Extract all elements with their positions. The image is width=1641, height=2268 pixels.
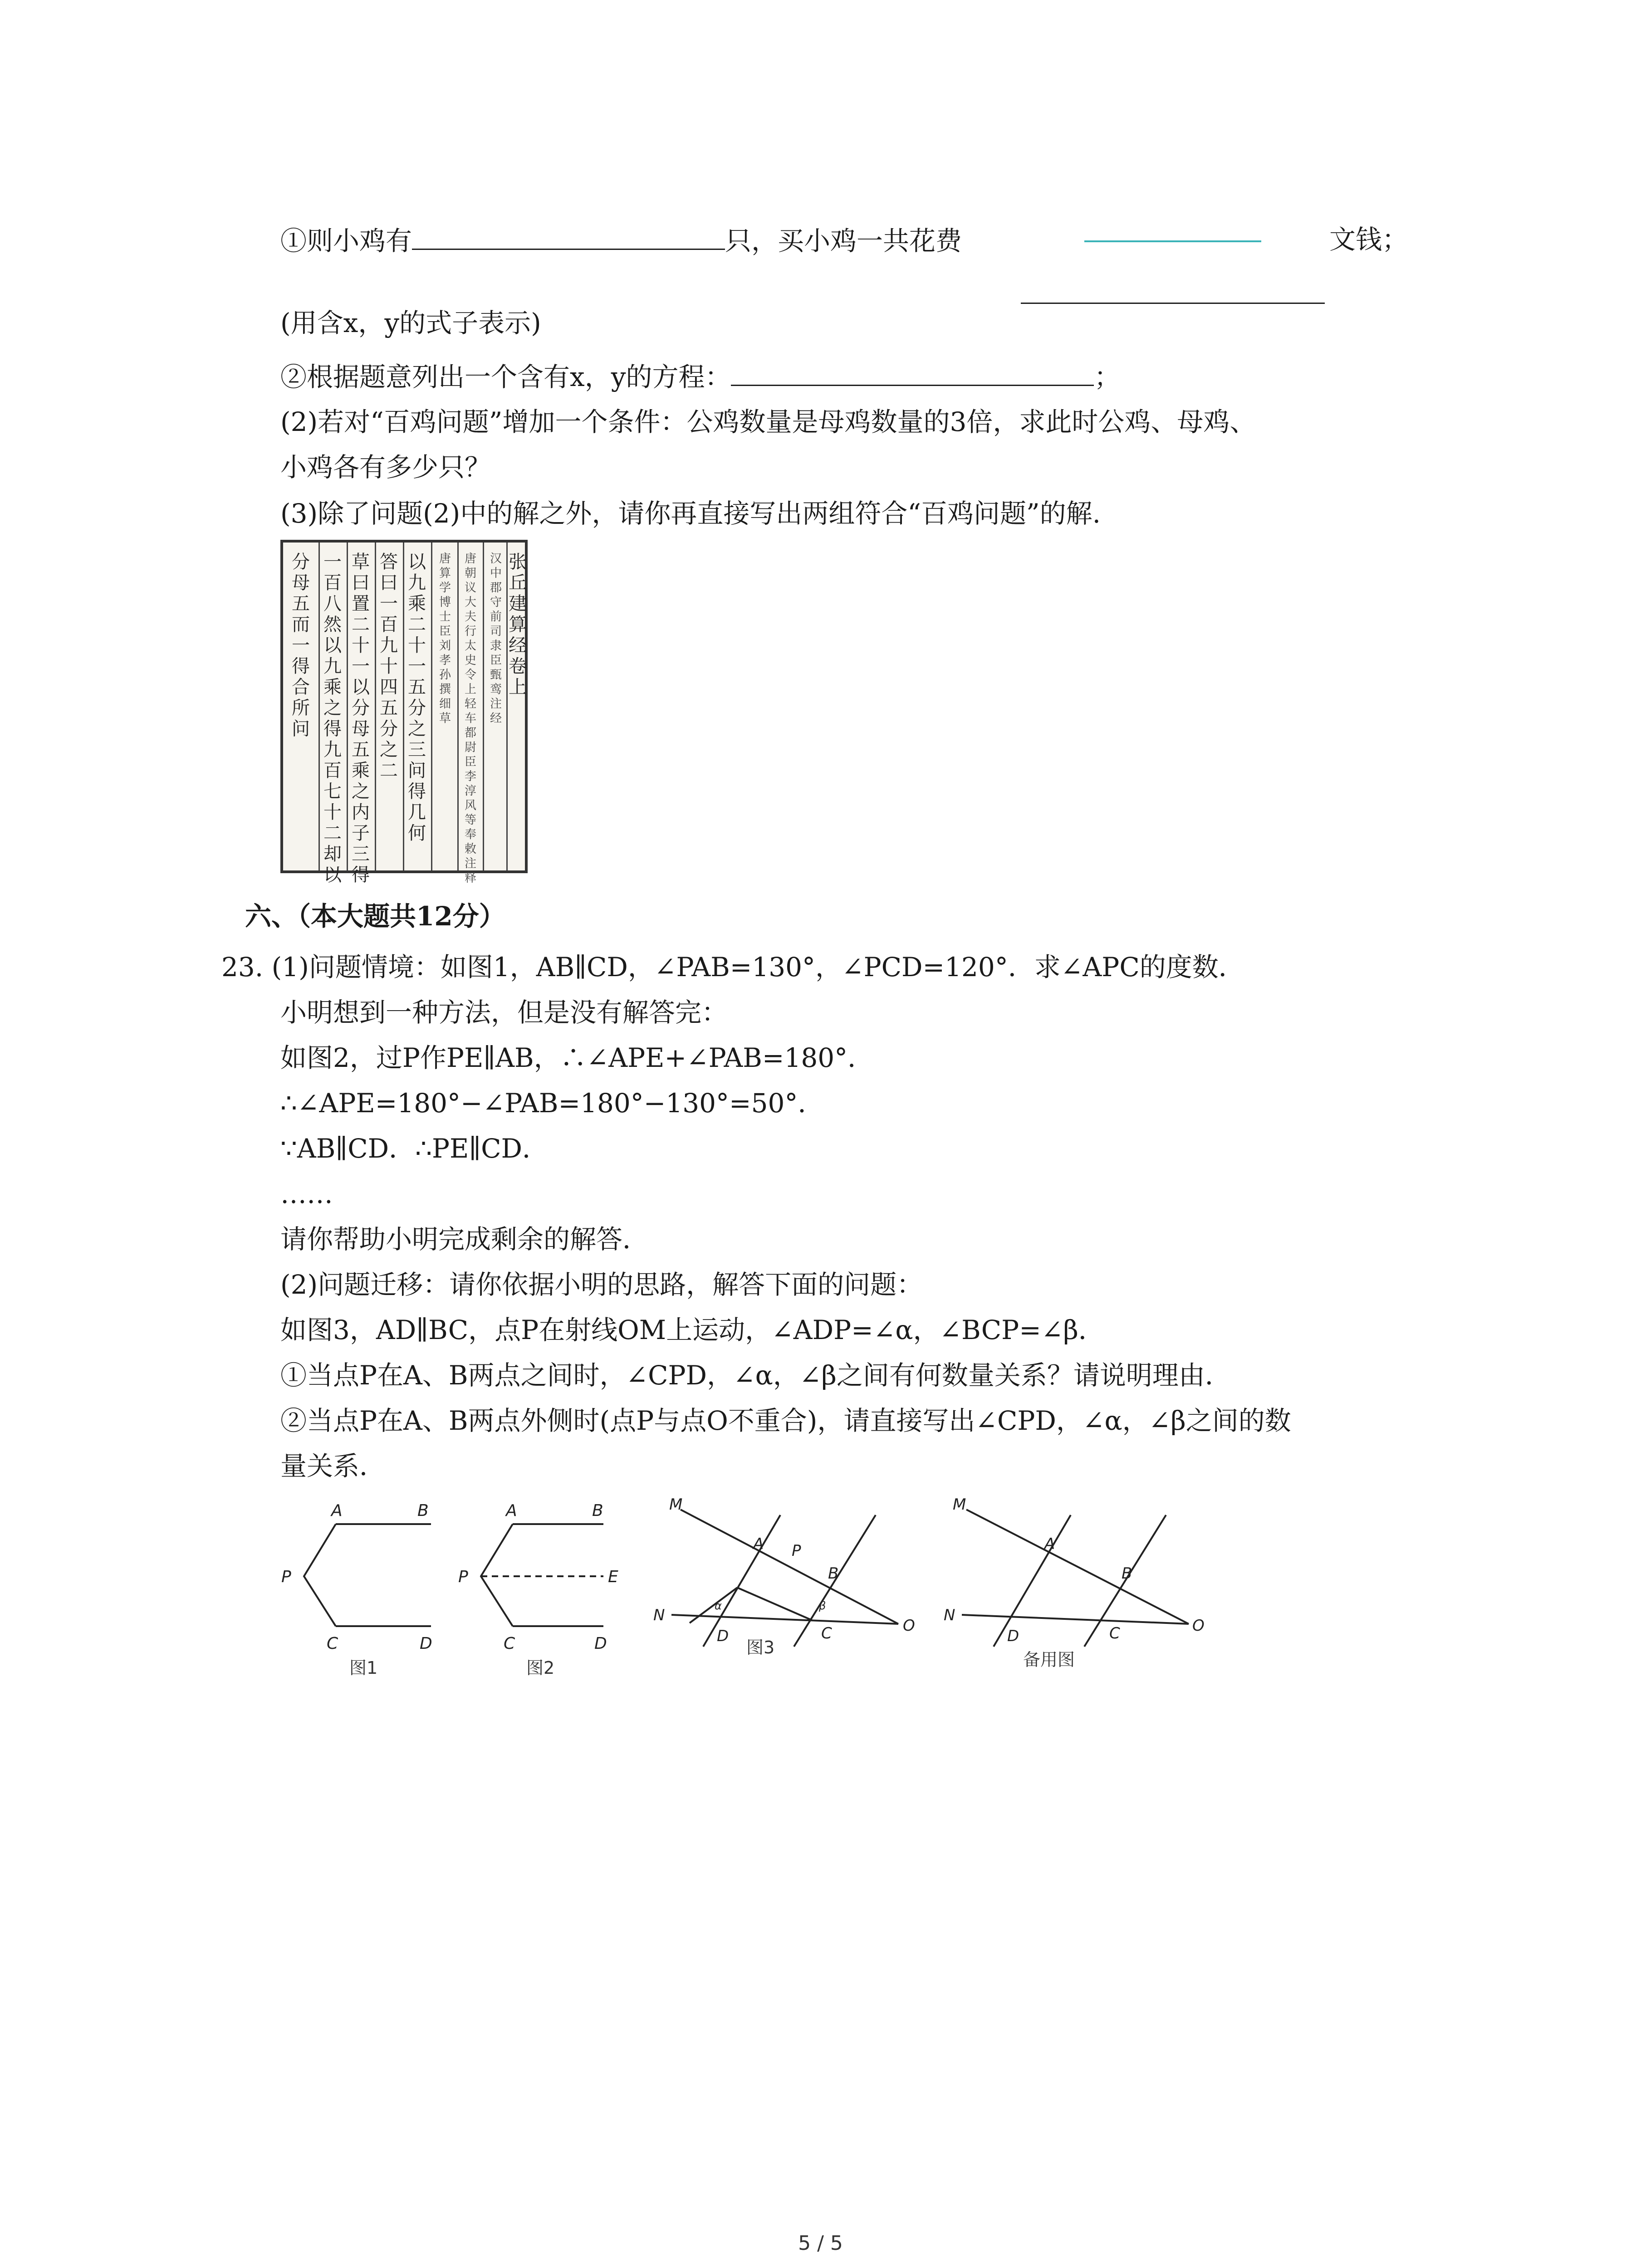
- scan-column-5: 以九乘二十一五分之三问得几何: [408, 552, 426, 844]
- figure-backup: [926, 1497, 1207, 1698]
- fig3-label-N: N: [653, 1606, 665, 1624]
- fig3-label-P: P: [792, 1542, 801, 1560]
- fig2-label-E: E: [608, 1568, 618, 1586]
- ancient-text-scan-image: [280, 540, 528, 885]
- fig1-label-C: C: [327, 1634, 338, 1653]
- q23-line-7: 请你帮助小明完成剩余的解答．: [280, 1224, 649, 1255]
- q22-part2: (2)若对“百鸡问题”增加一个条件：公鸡数量是母鸡数量的3倍，求此时公鸡、母鸡、: [280, 406, 1256, 437]
- fig1-label-B: B: [417, 1501, 429, 1520]
- figure-1-diagram: [272, 1497, 463, 1687]
- q22-text-small-chickens: ①则小鸡有: [280, 225, 412, 256]
- fig1-caption: 图1: [349, 1658, 378, 1678]
- q22-coin-unit: 文钱；: [1329, 224, 1409, 255]
- figure-2: [449, 1497, 640, 1689]
- fig2-caption: 图2: [526, 1658, 555, 1678]
- figure-backup-diagram: [926, 1497, 1207, 1696]
- fig4-label-C: C: [1109, 1624, 1120, 1642]
- answer-blank-cost-teal[interactable]: [1084, 213, 1261, 242]
- answer-blank-equation[interactable]: [731, 357, 1094, 386]
- fig1-label-P: P: [281, 1568, 291, 1586]
- q23-line-8: (2)问题迁移：请你依据小明的思路，解答下面的问题：: [280, 1269, 923, 1300]
- fig2-label-C: C: [504, 1634, 515, 1653]
- q22-text-total-cost: 只，买小鸡一共花费: [725, 225, 962, 256]
- figure-1: [272, 1497, 463, 1689]
- answer-blank-cost[interactable]: [1021, 275, 1325, 304]
- q23-line-2: 小明想到一种方法，但是没有解答完：: [280, 997, 728, 1028]
- q23-line-1: 23. (1)问题情境：如图1，AB∥CD，∠PAB=130°，∠PCD=120°．求∠APC的度数．: [221, 952, 1245, 982]
- page-number: 5 / 5: [798, 2232, 843, 2255]
- q23-line-11: ②当点P在A、B两点外侧时(点P与点O不重合)，请直接写出∠CPD，∠α，∠β之间的数: [280, 1405, 1291, 1436]
- fig3-caption: 图3: [746, 1637, 775, 1657]
- q23-line-4: ∴∠APE=180°−∠PAB=180°−130°=50°．: [280, 1088, 824, 1119]
- scan-column-1: 分母五而一得合所问: [292, 552, 310, 739]
- q23-line-10: ①当点P在A、B两点之间时，∠CPD，∠α，∠β之间有何数量关系？请说明理由．: [280, 1360, 1231, 1391]
- fig2-label-A: A: [506, 1501, 517, 1520]
- fig3-label-A: A: [753, 1535, 764, 1553]
- figure-3-diagram: [644, 1497, 926, 1687]
- q22-line-3: [280, 357, 1121, 395]
- scan-column-4: 答曰一百九十四五分之二: [380, 552, 398, 781]
- fig4-label-M: M: [953, 1497, 966, 1514]
- q22-part2-cont: 小鸡各有多少只？: [280, 452, 491, 483]
- fig3-label-O: O: [903, 1617, 915, 1635]
- fig3-label-beta: β: [819, 1599, 826, 1612]
- scan-column-9: 张丘建算经卷上: [509, 552, 527, 698]
- scan-column-2: 一百八然以九乘之得九百七十二却以: [323, 552, 342, 885]
- fig4-label-D: D: [1007, 1627, 1019, 1645]
- fig3-label-M: M: [669, 1497, 683, 1514]
- fig1-label-D: D: [420, 1634, 432, 1653]
- q23-line-6: ……: [280, 1178, 333, 1209]
- q23-line-12: 量关系．: [280, 1451, 386, 1481]
- scan-column-8: 汉中郡守前司隶臣甄鸾注经: [490, 552, 502, 725]
- q22-semicolon: ；: [1094, 362, 1121, 392]
- q23-line-5: ∵AB∥CD．∴PE∥CD．: [280, 1133, 549, 1164]
- q22-line-1: [280, 221, 962, 259]
- fig3-label-alpha: α: [715, 1599, 722, 1612]
- figure-2-diagram: [449, 1497, 640, 1687]
- fig4-label-O: O: [1192, 1617, 1205, 1635]
- fig1-label-A: A: [331, 1501, 343, 1520]
- fig3-label-B: B: [828, 1564, 839, 1583]
- answer-blank-small-chickens[interactable]: [412, 221, 725, 250]
- section-6-heading: 六、（本大题共12分）: [245, 901, 505, 932]
- fig4-label-N: N: [944, 1606, 955, 1624]
- q22-equation-prompt: ②根据题意列出一个含有x，y的方程：: [280, 362, 731, 392]
- q23-line-3: 如图2，过P作PE∥AB，∴∠APE+∠PAB=180°．: [280, 1042, 874, 1073]
- fig2-label-D: D: [594, 1634, 607, 1653]
- fig2-label-P: P: [458, 1568, 468, 1586]
- scan-column-7: 唐朝议大夫行太史令上轻车都尉臣李淳风等奉敕注释: [464, 552, 476, 885]
- fig3-label-C: C: [821, 1624, 832, 1642]
- fig3-label-D: D: [717, 1627, 729, 1645]
- fig4-caption: 备用图: [1023, 1650, 1075, 1670]
- fig4-label-A: A: [1044, 1535, 1055, 1553]
- figure-3: [644, 1497, 926, 1689]
- fig4-label-B: B: [1122, 1564, 1132, 1583]
- q23-line-9: 如图3，AD∥BC，点P在射线OM上运动，∠ADP=∠α，∠BCP=∠β．: [280, 1315, 1105, 1345]
- scan-column-3: 草曰置二十一以分母五乘之内子三得: [352, 552, 370, 885]
- q22-part3: (3)除了问题(2)中的解之外，请你再直接写出两组符合“百鸡问题”的解.: [280, 498, 1101, 529]
- scan-column-6: 唐算学博士臣刘孝孙撰细草: [439, 552, 451, 725]
- fig2-label-B: B: [592, 1501, 603, 1520]
- q22-line-2: (用含x，y的式子表示): [280, 308, 541, 338]
